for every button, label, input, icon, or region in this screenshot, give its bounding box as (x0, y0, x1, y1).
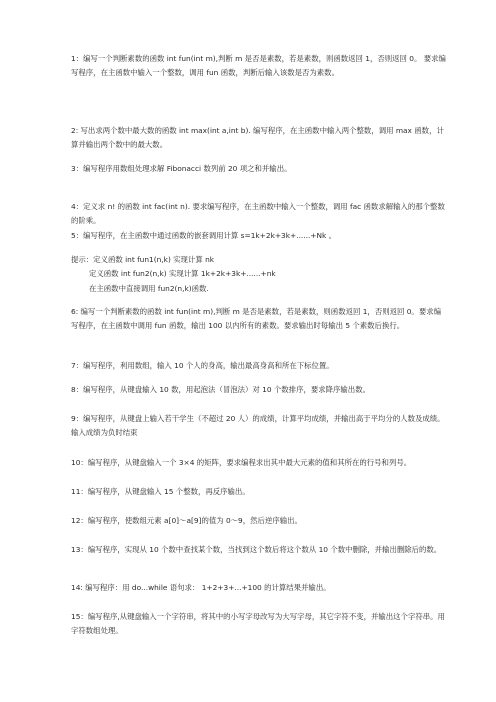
question-2 (71, 124, 446, 153)
hint-block (71, 253, 446, 296)
question-5 (71, 229, 446, 243)
question-12 (71, 514, 446, 528)
question-8 (71, 383, 446, 397)
question-3-text: 3：编写程序用数组处理求解 Fibonacci 数列前 20 项之和并输出。 (71, 164, 292, 173)
question-14 (71, 581, 446, 595)
question-6-text: 6: 编写一个判断素数的函数 int fun(int m),判断 m 是否是素数，若是素数，则函数返回 1，否则返回 0。要求编写程序，在主函数中调用 fun 函数，输出 100 以内所有的素数。要求输出时每输出 5 个素数后换行。 (71, 307, 441, 331)
question-14-text: 14: 编写程序：用 do...while 语句求： 1+2+3+...+100 的计算结果并输出。 (71, 583, 331, 592)
question-1-text: 1：编写一个判断素数的函数 int fun(int m),判断 m 是否是素数，若是素数，则函数返回 1，否则返回 0。 要求编写程序，在主函数中输入一个整数，调用 fun 函数，判断后输入该数是否为素数。 (71, 54, 446, 78)
question-12-text: 12：编写程序，使数组元素 a[0]～a[9]的值为 0～9，然后逆序输出。 (71, 516, 302, 525)
question-1 (71, 52, 446, 81)
question-15 (71, 610, 446, 639)
question-7-text: 7：编写程序，利用数组，输入 10 个人的身高，输出最高身高和所在下标位置。 (71, 361, 334, 370)
question-11 (71, 485, 446, 499)
question-11-text: 11：编写程序，从键盘输入 15 个整数，再反序输出。 (71, 487, 250, 496)
question-6 (71, 305, 446, 334)
question-4-text: 4：定义求 n! 的函数 int fac(int n). 要求编写程序，在主函数中输入一个整数，调用 fac 函数求解输入的那个整数的阶乘。 (71, 202, 445, 226)
hint-line-3: 在主函数中直接调用 fun2(n,k)函数. (89, 283, 209, 293)
question-2-text: 2: 写出求两个数中最大数的函数 int max(int a,int b). 编写程序，在主函数中输入两个整数，调用 max 函数，计算并输出两个数中的最大数。 (71, 126, 444, 150)
question-8-text: 8：编写程序，从键盘输入 10 数，用起泡法（冒泡法）对 10 个数排序，要求降序输出数。 (71, 385, 370, 394)
hint-line-1: 提示：定义函数 int fun1(n,k) 实现计算 nk (71, 255, 215, 264)
question-3 (71, 162, 446, 176)
question-13-text: 13：编写程序，实现从 10 个数中查找某个数，当找到这个数后将这个数从 10 个数中删除，并输出删除后的数。 (71, 545, 442, 554)
question-15-text: 15：编写程序,从键盘输入一个字符串，将其中的小写字母改写为大写字母，其它字符不变，并输出这个字符串。用字符数组处理。 (71, 612, 445, 636)
question-10-text: 10：编写程序，从键盘输入一个 3×4 的矩阵，要求编程求出其中最大元素的值和其所在的行号和列号。 (71, 458, 412, 467)
question-9-text: 9：编写程序，从键盘上输入若干学生（不超过 20 人）的成绩，计算平均成绩，并输出高于平均分的人数及成绩。输入成绩为负时结束 (71, 414, 445, 438)
question-4 (71, 200, 446, 229)
question-13 (71, 543, 446, 557)
question-10 (71, 456, 446, 470)
hint-line-2: 定义函数 int fun2(n,k) 实现计算 1k+2k+3k+......+nk (89, 269, 276, 279)
question-7 (71, 359, 446, 373)
question-9 (71, 412, 446, 441)
question-5-text: 5：编写程序，在主函数中通过函数的嵌套调用计算 s=1k+2k+3k+......+Nk 。 (71, 231, 337, 240)
